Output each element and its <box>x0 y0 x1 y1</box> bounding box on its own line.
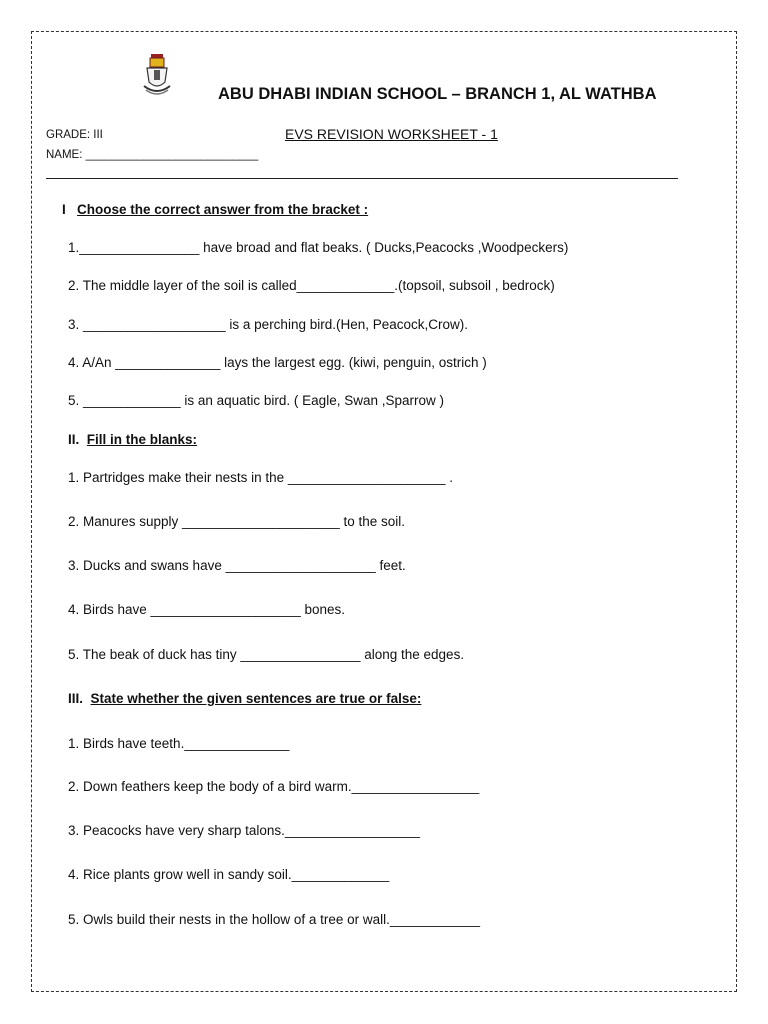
name-field[interactable]: NAME: ___________________________ <box>46 149 259 161</box>
question-3-1: 1. Birds have teeth.______________ <box>68 736 290 751</box>
section-title: Choose the correct answer from the bracket : <box>77 202 369 217</box>
school-name: ABU DHABI INDIAN SCHOOL – BRANCH 1, AL WATHBA <box>218 85 657 103</box>
question-1-2: 2. The middle layer of the soil is called_____________.(topsoil, subsoil , bedrock) <box>68 278 555 293</box>
question-2-4: 4. Birds have ____________________ bones. <box>68 602 345 617</box>
section-3-heading <box>68 691 421 706</box>
grade-label: GRADE: III <box>46 129 103 141</box>
question-1-5: 5. _____________ is an aquatic bird. ( Eagle, Swan ,Sparrow ) <box>68 393 444 408</box>
section-1-heading <box>62 202 368 217</box>
question-2-1: 1. Partridges make their nests in the _____________________ . <box>68 470 454 485</box>
question-3-4: 4. Rice plants grow well in sandy soil._____________ <box>68 867 390 882</box>
section-numeral: III. <box>68 691 84 706</box>
header-divider <box>46 178 678 179</box>
question-3-5: 5. Owls build their nests in the hollow of a tree or wall.____________ <box>68 912 481 927</box>
worksheet-title: EVS REVISION WORKSHEET - 1 <box>285 126 498 142</box>
section-title: State whether the given sentences are true or false: <box>90 691 422 706</box>
section-2-heading <box>68 432 197 447</box>
question-1-3: 3. ___________________ is a perching bird.(Hen, Peacock,Crow). <box>68 317 469 332</box>
question-2-3: 3. Ducks and swans have ____________________ feet. <box>68 558 406 573</box>
section-title: Fill in the blanks: <box>86 432 198 447</box>
question-3-3: 3. Peacocks have very sharp talons.__________________ <box>68 823 421 838</box>
school-crest-icon <box>142 52 172 98</box>
section-numeral: II. <box>68 432 80 447</box>
question-3-2: 2. Down feathers keep the body of a bird warm._________________ <box>68 779 480 794</box>
page-border <box>31 31 737 992</box>
question-2-2: 2. Manures supply _____________________ to the soil. <box>68 514 406 529</box>
question-1-1: 1.________________ have broad and flat beaks. ( Ducks,Peacocks ,Woodpeckers) <box>68 240 569 255</box>
question-2-5: 5. The beak of duck has tiny ________________ along the edges. <box>68 647 465 662</box>
section-numeral: I <box>62 202 66 217</box>
question-1-4: 4. A/An ______________ lays the largest egg. (kiwi, penguin, ostrich ) <box>68 355 487 370</box>
